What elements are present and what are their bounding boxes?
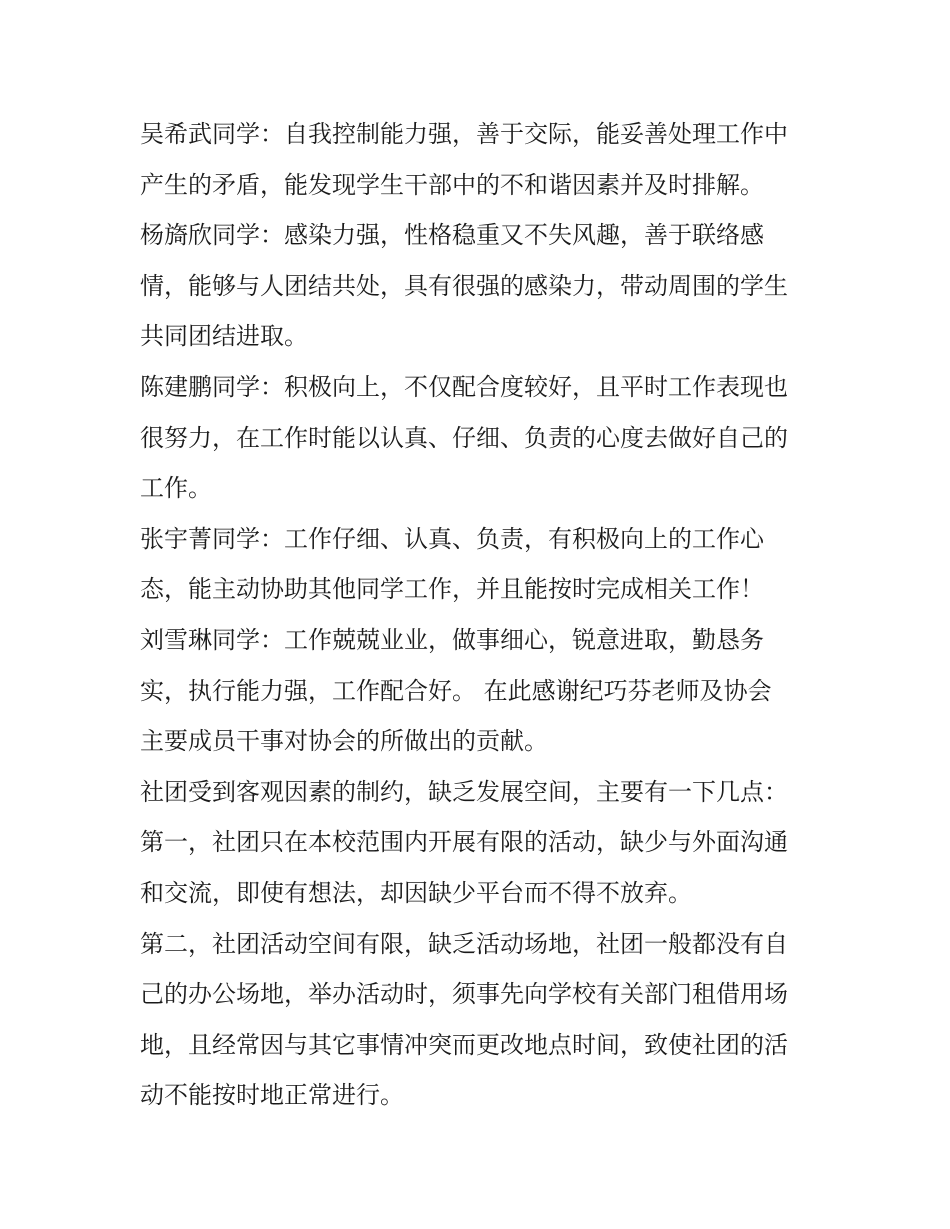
text-line: 很努力，在工作时能以认真、仔细、负责的心度去做好自己的 — [140, 423, 788, 452]
text-line: 态，能主动协助其他同学工作，并且能按时完成相关工作！ — [140, 575, 764, 604]
text-line: 共同团结进取。 — [140, 322, 308, 351]
text-line: 地，且经常因与其它事情冲突而更改地点时间，致使社团的活 — [140, 1030, 788, 1059]
text-line: 己的办公场地，举办活动时，须事先向学校有关部门租借用场 — [140, 980, 788, 1009]
text-line: 情，能够与人团结共处，具有很强的感染力，带动周围的学生 — [140, 271, 788, 300]
text-line: 刘雪琳同学：工作兢兢业业，做事细心，锐意进取，勤恳务 — [140, 625, 764, 654]
text-line: 实，执行能力强，工作配合好。 在此感谢纪巧芬老师及协会 — [140, 676, 772, 705]
text-line: 工作。 — [140, 474, 212, 503]
text-line: 第一，社团只在本校范围内开展有限的活动，缺少与外面沟通 — [140, 828, 788, 857]
text-line: 产生的矛盾，能发现学生干部中的不和谐因素并及时排解。 — [140, 170, 764, 199]
text-line: 张宇菁同学：工作仔细、认真、负责，有积极向上的工作心 — [140, 524, 764, 553]
text-line: 吴希武同学：自我控制能力强，善于交际，能妥善处理工作中 — [140, 120, 788, 148]
text-line: 社团受到客观因素的制约，缺乏发展空间，主要有一下几点： — [140, 777, 788, 806]
text-line: 和交流，即使有想法，却因缺少平台而不得不放弃。 — [140, 878, 692, 907]
text-line: 主要成员干事对协会的所做出的贡献。 — [140, 727, 548, 756]
text-line: 第二，社团活动空间有限，缺乏活动场地，社团一般都没有自 — [140, 929, 788, 958]
text-line: 陈建鹏同学：积极向上，不仅配合度较好，且平时工作表现也 — [140, 372, 788, 401]
text-line: 动不能按时地正常进行。 — [140, 1081, 404, 1110]
text-line: 杨旖欣同学：感染力强，性格稳重又不失风趣，善于联络感 — [140, 221, 764, 250]
document-page — [140, 109, 820, 1121]
